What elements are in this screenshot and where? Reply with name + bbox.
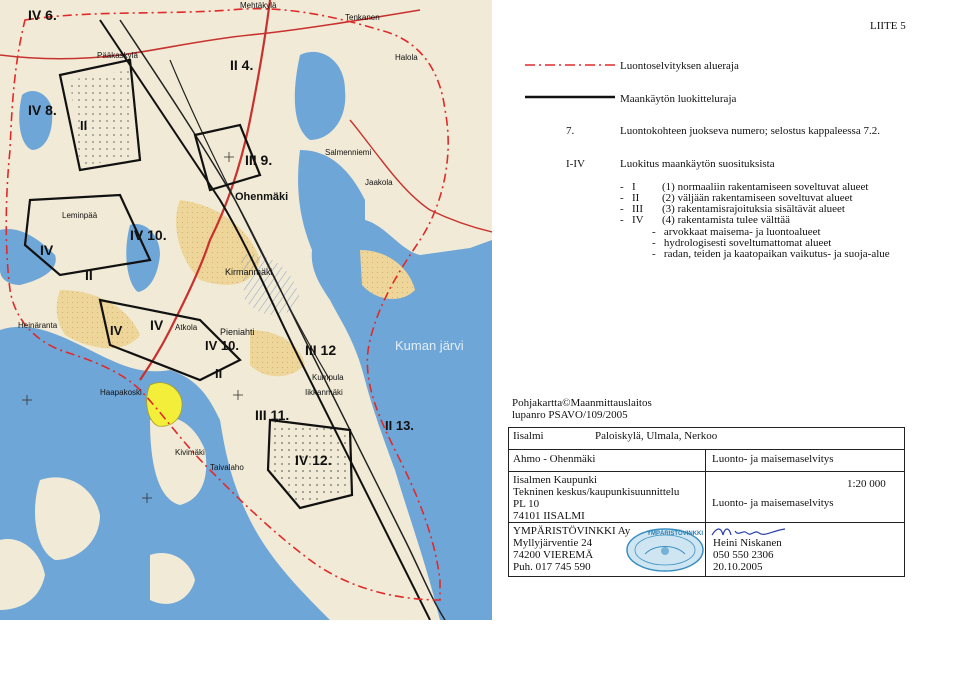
place-taivalaho: Taivalaho [210, 463, 244, 472]
sub-item-text: arvokkaat maisema- ja luontoalueet [663, 226, 821, 238]
client-line: 74101 IISALMI [513, 510, 585, 522]
map-label-ii-c: II [215, 366, 223, 381]
sub-item: - arvokkaat maisema- ja luontoalueet [652, 226, 821, 238]
title-row-area [508, 449, 905, 472]
class-dash: - [620, 214, 624, 226]
place-kivimaki: Kivimäki [175, 448, 205, 457]
place-mehtakyla: Mehtäkylä [240, 1, 277, 10]
map-label-iv-a: IV [40, 242, 54, 258]
place-atkola: Atkola [175, 323, 198, 332]
legend-sub-items [652, 226, 890, 259]
class-roman: II [632, 192, 640, 204]
place-ohenmaki: Ohenmäki [235, 191, 289, 203]
base-map [0, 0, 492, 620]
class-desc: (1) normaaliin rakentamiseen soveltuvat alueet [662, 181, 869, 193]
survey-line-symbol [525, 60, 615, 70]
legend-site-number-key: 7. [566, 125, 575, 137]
class-dash: - [620, 192, 624, 204]
divider [705, 472, 706, 522]
title-row-municipality [508, 427, 905, 450]
survey-type: Luonto- ja maisemaselvitys [712, 453, 834, 465]
map-permit: lupanro PSAVO/109/2005 [512, 409, 628, 421]
author-phone: 050 550 2306 [713, 549, 774, 561]
plan-boundary-symbol [525, 92, 615, 102]
author-date: 20.10.2005 [713, 561, 763, 573]
client-line: PL 10 [513, 498, 540, 510]
map-label-ii-a: II [85, 267, 93, 283]
area-name: Ahmo - Ohenmäki [513, 453, 596, 465]
legend-survey-area: Luontoselvityksen alueraja [620, 60, 739, 72]
class-dash: - [620, 181, 624, 193]
map-credit: Pohjakartta©Maanmittauslaitos [512, 397, 652, 409]
legend-plan-boundary: Maankäytön luokitteluraja [620, 93, 737, 105]
consultant-line: Myllyjärventie 24 [513, 537, 593, 549]
sub-item-text: radan, teiden ja kaatopaikan vaikutus- ja suoja-alue [663, 248, 890, 260]
consultant-line: 74200 VIEREMÄ [513, 549, 594, 561]
place-heinaranta: Heinäranta [18, 321, 58, 330]
sub-item-text: hydrologisesti soveltumattomat alueet [663, 237, 832, 249]
client-line: Tekninen keskus/kaupunkisuunnittelu [513, 486, 680, 498]
legend-class-key: I-IV [566, 158, 585, 170]
map-label-ii13: II 13. [385, 418, 414, 433]
legend-site-number-desc: Luontokohteen juokseva numero; selostus kappaleessa 7.2. [620, 125, 880, 137]
map-label-iv8: IV 8. [28, 102, 57, 118]
map-label-iii9: III 9. [245, 152, 273, 168]
map-label-iii11: III 11. [255, 407, 290, 423]
divider [705, 523, 706, 576]
place-paakaskyla: Pääkaskylä [97, 51, 138, 60]
stamp-text: YMPÄRISTÖVINKKI [647, 531, 704, 537]
place-halola: Halola [395, 53, 418, 62]
consultant-name: YMPÄRISTÖVINKKI Ay [513, 525, 631, 537]
class-roman: IV [632, 214, 644, 226]
villages: Paloiskylä, Ulmala, Nerkoo [595, 430, 718, 442]
place-kumpula: Kumpula [312, 373, 344, 382]
place-kirmanmaki: Kirmanmäki [225, 267, 273, 277]
client-line: Iisalmen Kaupunki [513, 474, 598, 486]
place-jaakola: Jaakola [365, 178, 393, 187]
map-label-iv10: IV 10. [130, 227, 167, 243]
place-pieniahti: Pieniahti [220, 327, 255, 337]
municipality: Iisalmi [513, 430, 544, 442]
title-row-client [508, 471, 905, 523]
class-desc: (4) rakentamista tulee välttää [662, 214, 790, 226]
place-kumanjarvi: Kuman järvi [395, 338, 464, 353]
sub-item: - radan, teiden ja kaatopaikan vaikutus- ja suoja-alue [652, 248, 890, 260]
legend-class-title: Luokitus maankäytön suosituksista [620, 158, 775, 170]
map-scale: 1:20 000 [847, 478, 886, 490]
map-label-iv12: IV 12. [295, 452, 332, 468]
class-desc: (2) väljään rakentamiseen soveltuvat alueet [662, 192, 853, 204]
class-roman: III [632, 203, 643, 215]
page-label: LIITE 5 [870, 20, 906, 32]
map-label-iv-c: IV [110, 323, 123, 338]
consultant-line: Puh. 017 745 590 [513, 561, 591, 573]
place-iikkanmaki: Iikkanmäki [305, 388, 343, 397]
place-haapakoski: Haapakoski [100, 388, 142, 397]
class-desc: (3) rakentamisrajoituksia sisältävät alueet [662, 203, 845, 215]
place-leminpaa: Leminpää [62, 211, 98, 220]
map-label-iii12: III 12 [305, 342, 337, 358]
map-label-iv-b: IV [150, 317, 164, 333]
dotted-area-2 [70, 70, 130, 165]
title-row-consultant [508, 522, 905, 577]
place-salmenniemi: Salmenniemi [325, 148, 372, 157]
map-label-iv10-b: IV 10. [205, 338, 239, 353]
sub-item: - hydrologisesti soveltumattomat alueet [652, 237, 832, 249]
place-tenkanen: Tenkanen [345, 13, 380, 22]
class-roman: I [632, 181, 636, 193]
map-label-iv6: IV 6. [28, 7, 57, 23]
map-label-ii-b: II [80, 118, 88, 133]
divider [705, 450, 706, 471]
author-name: Heini Niskanen [713, 537, 782, 549]
map-label-ii4: II 4. [230, 57, 254, 73]
map-title: Luonto- ja maisemaselvitys [712, 497, 834, 509]
class-dash: - [620, 203, 624, 215]
